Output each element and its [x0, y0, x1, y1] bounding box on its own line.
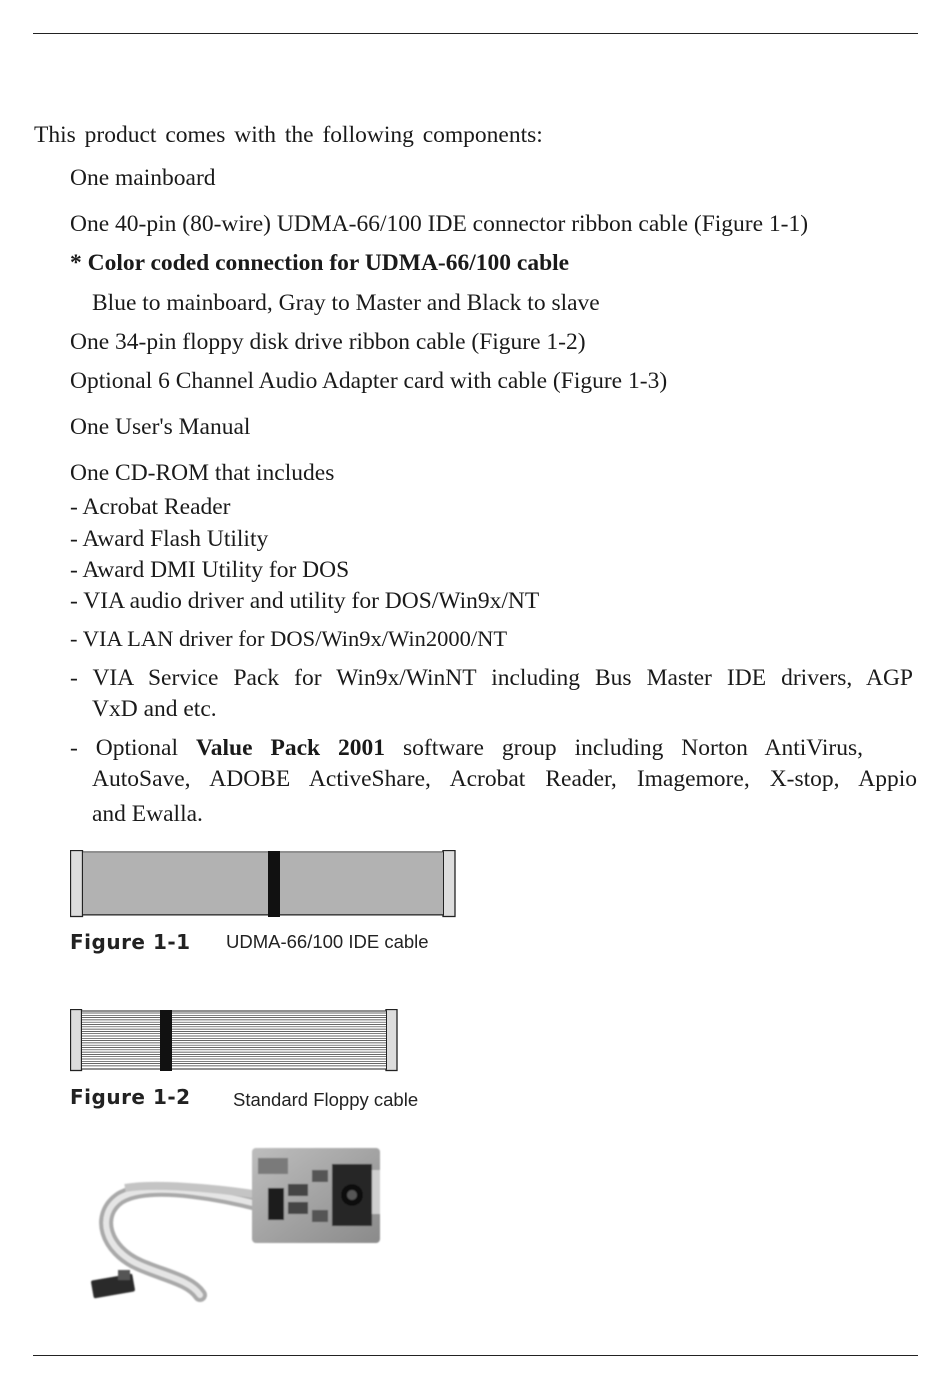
cd-item: - VIA audio driver and utility for DOS/Win9x/NT [70, 588, 540, 614]
value-pack-name: Value Pack 2001 [195, 735, 386, 761]
cd-item: - Acrobat Reader [70, 494, 231, 520]
cd-item-value-pack: - Optional Value Pack 2001 software group including Norton AntiVirus, [70, 735, 863, 761]
list-item: One 34-pin floppy disk drive ribbon cable (Figure 1-2) [70, 329, 586, 355]
figure-1-2-caption: Standard Floppy cable [233, 1089, 419, 1110]
cd-item-service-pack: - VIA Service Pack for Win9x/WinNT including Bus Master IDE drivers, AGP [70, 665, 913, 691]
top-rule [33, 33, 918, 34]
intro-text: This product comes with the following components: [34, 122, 543, 148]
list-item: One CD-ROM that includes [70, 460, 335, 486]
cd-item: - Award DMI Utility for DOS [70, 557, 350, 583]
list-item: One mainboard [70, 165, 216, 191]
cd-item-value-pack-cont: and Ewalla. [92, 801, 203, 827]
cd-item-value-pack-cont: AutoSave, ADOBE ActiveShare, Acrobat Reader, Imagemore, X-stop, Appio [92, 766, 917, 792]
bottom-rule [33, 1355, 918, 1356]
figure-1-1-label: Figure 1-1 [70, 930, 191, 954]
figure-1-1-caption: UDMA-66/100 IDE cable [226, 931, 429, 952]
list-item: Optional 6 Channel Audio Adapter card with cable (Figure 1-3) [70, 368, 668, 394]
cd-item-service-pack-cont: VxD and etc. [92, 696, 217, 722]
note-heading: * Color coded connection for UDMA-66/100 cable [70, 250, 570, 276]
ide-cable-illustration [70, 850, 456, 918]
cd-item: - VIA LAN driver for DOS/Win9x/Win2000/NT [70, 626, 508, 651]
list-item: One 40-pin (80-wire) UDMA-66/100 IDE connector ribbon cable (Figure 1-1) [70, 211, 809, 237]
list-item: One User's Manual [70, 414, 251, 440]
audio-adapter-card-photo [80, 1140, 400, 1310]
cd-item: - Award Flash Utility [70, 526, 269, 552]
note-detail: Blue to mainboard, Gray to Master and Black to slave [92, 290, 600, 316]
figure-1-2-label: Figure 1-2 [70, 1085, 191, 1109]
floppy-cable-illustration [70, 1009, 398, 1072]
